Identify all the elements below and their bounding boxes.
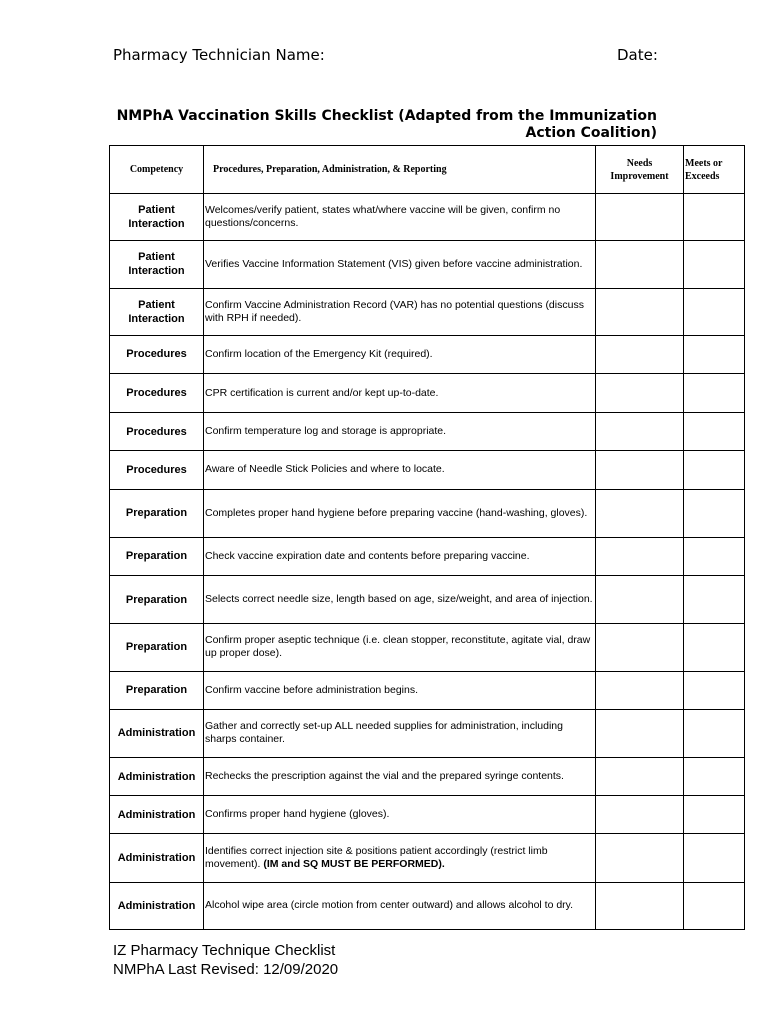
procedure-text: Check vaccine expiration date and contents before preparing vaccine. <box>205 549 530 562</box>
needs-improvement-checkbox-cell[interactable] <box>596 335 684 373</box>
col-header-procedures: Procedures, Preparation, Administration, & Reporting <box>204 146 596 194</box>
meets-or-exceeds-checkbox-cell[interactable] <box>684 451 745 489</box>
checklist-body <box>110 194 745 930</box>
procedure-cell <box>204 451 596 489</box>
competency-cell: Administration <box>110 709 204 757</box>
meets-or-exceeds-checkbox-cell[interactable] <box>684 576 745 624</box>
technician-name-label: Pharmacy Technician Name: <box>113 46 325 64</box>
procedure-cell <box>204 335 596 373</box>
procedure-text: Welcomes/verify patient, states what/where vaccine will be given, confirm no questions/concerns. <box>205 204 561 230</box>
meets-or-exceeds-checkbox-cell[interactable] <box>684 882 745 929</box>
table-row <box>110 489 745 537</box>
competency-cell: Preparation <box>110 576 204 624</box>
procedure-cell <box>204 489 596 537</box>
needs-improvement-checkbox-cell[interactable] <box>596 796 684 834</box>
procedure-text: Completes proper hand hygiene before preparing vaccine (hand-washing, gloves). <box>205 506 588 519</box>
procedure-cell <box>204 576 596 624</box>
col-header-meets-or-exceeds <box>684 146 745 194</box>
table-row <box>110 241 745 288</box>
meets-or-exceeds-checkbox-cell[interactable] <box>684 335 745 373</box>
competency-cell: Procedures <box>110 373 204 412</box>
needs-improvement-checkbox-cell[interactable] <box>596 624 684 671</box>
competency-cell: Patient Interaction <box>110 241 204 288</box>
table-row <box>110 882 745 929</box>
table-row <box>110 576 745 624</box>
competency-cell: Patient Interaction <box>110 288 204 335</box>
meets-or-exceeds-checkbox-cell[interactable] <box>684 671 745 709</box>
meets-or-exceeds-checkbox-cell[interactable] <box>684 709 745 757</box>
procedure-cell <box>204 537 596 575</box>
procedure-text: Rechecks the prescription against the vial and the prepared syringe contents. <box>205 770 564 783</box>
meets-or-exceeds-checkbox-cell[interactable] <box>684 288 745 335</box>
needs-improvement-checkbox-cell[interactable] <box>596 882 684 929</box>
needs-improvement-checkbox-cell[interactable] <box>596 288 684 335</box>
needs-label-line-2: Improvement <box>610 170 669 182</box>
procedure-text: Confirms proper hand hygiene (gloves). <box>205 808 390 821</box>
meets-label-line-1: Meets or <box>685 157 723 169</box>
table-header-row <box>110 146 745 194</box>
competency-cell: Administration <box>110 757 204 795</box>
needs-improvement-checkbox-cell[interactable] <box>596 671 684 709</box>
table-row <box>110 335 745 373</box>
table-row <box>110 413 745 451</box>
procedure-text: Verifies Vaccine Information Statement (VIS) given before vaccine administration. <box>205 257 583 270</box>
needs-improvement-checkbox-cell[interactable] <box>596 373 684 412</box>
competency-cell: Preparation <box>110 624 204 671</box>
meets-or-exceeds-checkbox-cell[interactable] <box>684 194 745 241</box>
procedure-cell <box>204 796 596 834</box>
procedure-text: Alcohol wipe area (circle motion from center outward) and allows alcohol to dry. <box>205 899 574 912</box>
procedure-cell <box>204 882 596 929</box>
table-row <box>110 709 745 757</box>
procedure-text: Aware of Needle Stick Policies and where to locate. <box>205 463 445 476</box>
competency-cell: Procedures <box>110 413 204 451</box>
table-row <box>110 194 745 241</box>
table-row <box>110 671 745 709</box>
procedure-cell <box>204 373 596 412</box>
needs-improvement-checkbox-cell[interactable] <box>596 413 684 451</box>
title-line-1: NMPhA Vaccination Skills Checklist (Adapted from the Immunization <box>116 108 657 124</box>
meets-or-exceeds-checkbox-cell[interactable] <box>684 624 745 671</box>
table-row <box>110 451 745 489</box>
meets-or-exceeds-checkbox-cell[interactable] <box>684 537 745 575</box>
competency-cell: Procedures <box>110 451 204 489</box>
meets-or-exceeds-checkbox-cell[interactable] <box>684 373 745 412</box>
table-row <box>110 796 745 834</box>
meets-or-exceeds-checkbox-cell[interactable] <box>684 757 745 795</box>
date-label: Date: <box>617 46 658 64</box>
procedure-cell <box>204 194 596 241</box>
procedure-cell <box>204 671 596 709</box>
procedure-text: Selects correct needle size, length based on age, size/weight, and area of injection. <box>205 593 593 606</box>
needs-improvement-checkbox-cell[interactable] <box>596 537 684 575</box>
procedure-cell <box>204 834 596 882</box>
meets-or-exceeds-checkbox-cell[interactable] <box>684 413 745 451</box>
table-row <box>110 537 745 575</box>
needs-improvement-checkbox-cell[interactable] <box>596 757 684 795</box>
table-row <box>110 757 745 795</box>
table-row <box>110 373 745 412</box>
procedure-cell <box>204 413 596 451</box>
procedure-text: Confirm vaccine before administration begins. <box>205 683 419 696</box>
needs-improvement-checkbox-cell[interactable] <box>596 709 684 757</box>
meets-label-line-2: Exceeds <box>685 170 720 182</box>
procedure-text: CPR certification is current and/or kept up-to-date. <box>205 386 439 399</box>
procedure-text: Confirm location of the Emergency Kit (required). <box>205 347 433 360</box>
page-title <box>110 108 657 142</box>
needs-improvement-checkbox-cell[interactable] <box>596 834 684 882</box>
procedure-text: Gather and correctly set-up ALL needed supplies for administration, including sharps container. <box>205 720 563 746</box>
table-row <box>110 624 745 671</box>
competency-cell: Preparation <box>110 537 204 575</box>
competency-cell: Administration <box>110 834 204 882</box>
competency-cell: Administration <box>110 882 204 929</box>
procedure-text: Confirm proper aseptic technique (i.e. clean stopper, reconstitute, agitate vial, draw up proper dose). <box>205 634 591 660</box>
procedure-text: Identifies correct injection site & positions patient accordingly (restrict limb movement). <box>205 845 548 870</box>
needs-label-line-1: Needs <box>626 157 653 169</box>
footer-checklist-title: IZ Pharmacy Technique Checklist <box>113 942 336 959</box>
needs-improvement-checkbox-cell[interactable] <box>596 241 684 288</box>
table-row <box>110 834 745 882</box>
needs-improvement-checkbox-cell[interactable] <box>596 194 684 241</box>
footer-revision-date: NMPhA Last Revised: 12/09/2020 <box>113 961 339 978</box>
competency-cell: Administration <box>110 796 204 834</box>
procedure-cell <box>204 624 596 671</box>
meets-or-exceeds-checkbox-cell[interactable] <box>684 241 745 288</box>
procedure-emphasis: (IM and SQ MUST BE PERFORMED). <box>263 858 445 870</box>
procedure-cell <box>204 709 596 757</box>
skills-checklist-table <box>109 145 745 930</box>
table-row <box>110 288 745 335</box>
needs-improvement-checkbox-cell[interactable] <box>596 451 684 489</box>
col-header-needs-improvement <box>596 146 684 194</box>
procedure-cell <box>204 288 596 335</box>
procedure-cell <box>204 757 596 795</box>
needs-improvement-checkbox-cell[interactable] <box>596 489 684 537</box>
procedure-text: Confirm Vaccine Administration Record (VAR) has no potential questions (discuss with RPH if needed). <box>205 298 584 324</box>
meets-or-exceeds-checkbox-cell[interactable] <box>684 796 745 834</box>
meets-or-exceeds-checkbox-cell[interactable] <box>684 834 745 882</box>
competency-cell: Patient Interaction <box>110 194 204 241</box>
meets-or-exceeds-checkbox-cell[interactable] <box>684 489 745 537</box>
competency-cell: Preparation <box>110 671 204 709</box>
procedure-cell <box>204 241 596 288</box>
competency-cell: Procedures <box>110 335 204 373</box>
competency-cell: Preparation <box>110 489 204 537</box>
col-header-competency: Competency <box>110 146 204 194</box>
title-line-2: Action Coalition) <box>525 125 657 141</box>
needs-improvement-checkbox-cell[interactable] <box>596 576 684 624</box>
procedure-text: Confirm temperature log and storage is appropriate. <box>205 425 447 438</box>
